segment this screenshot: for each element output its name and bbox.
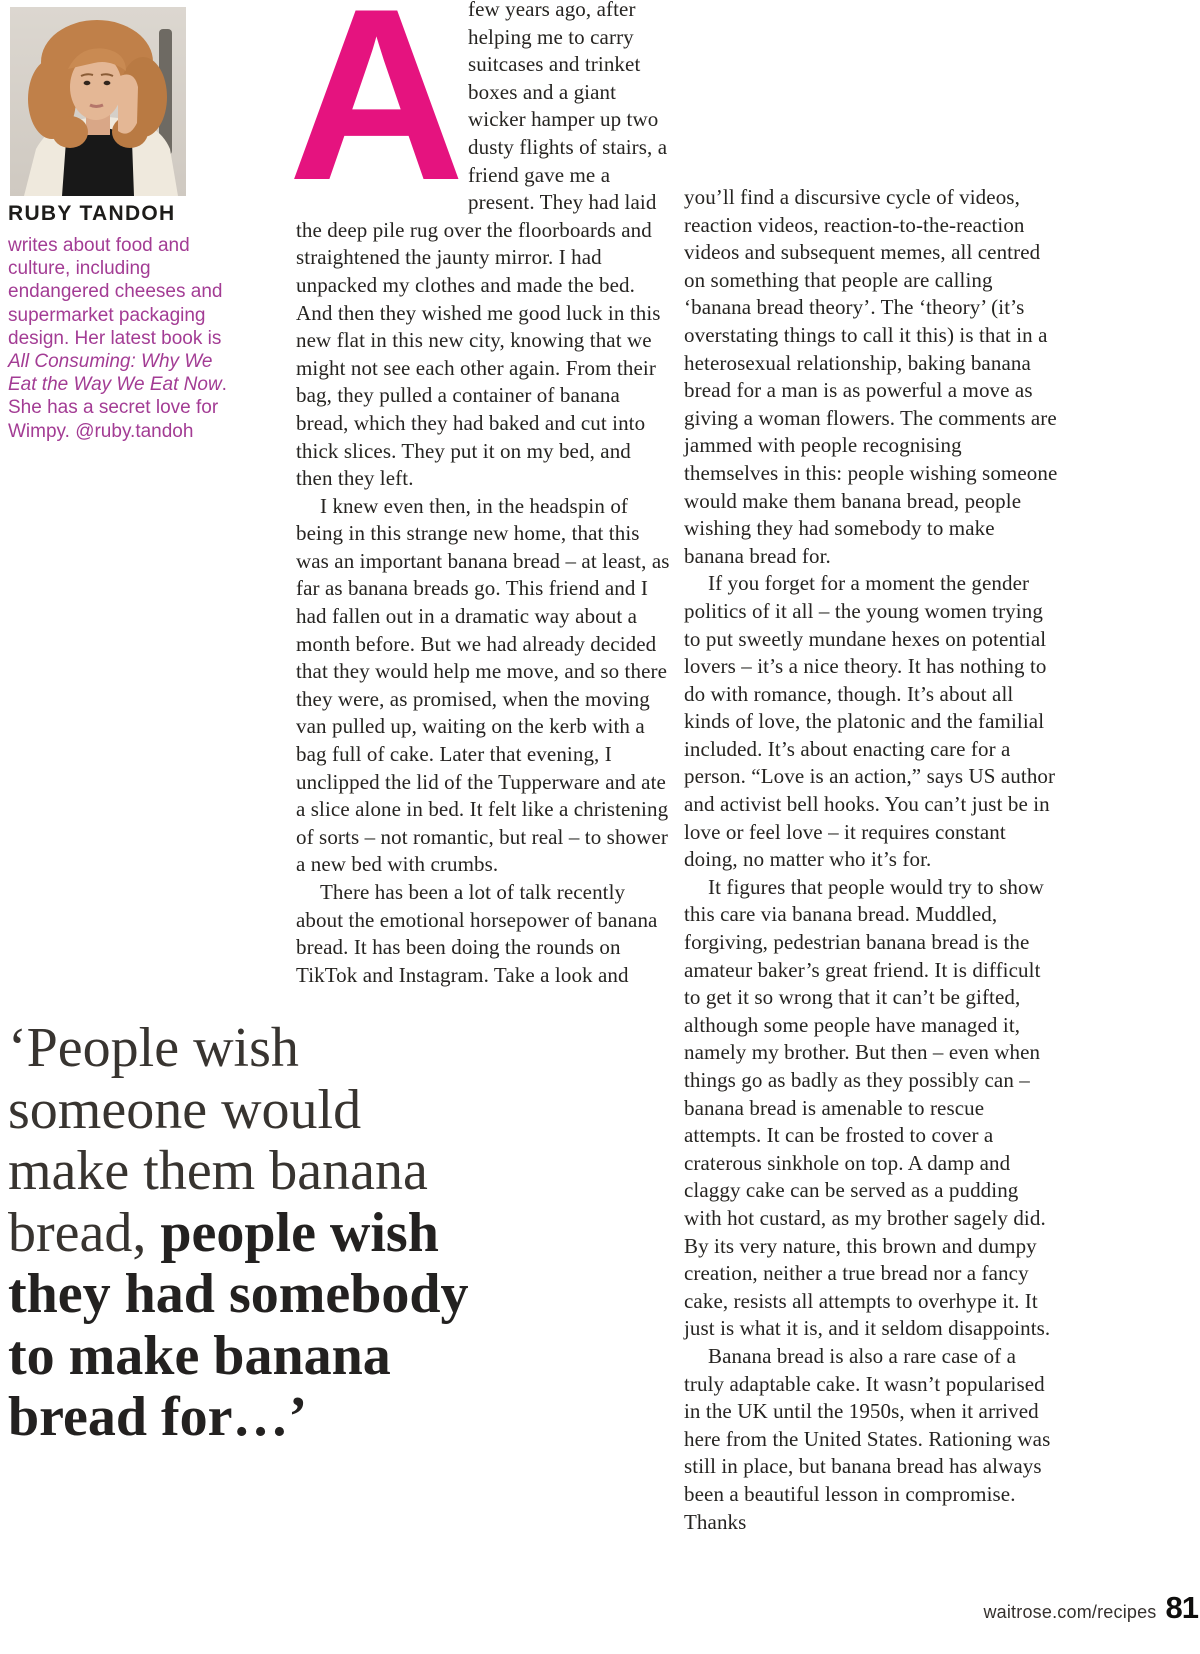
pull-quote-line: bread, people wish [8,1201,439,1264]
author-bio-text: writes about food and culture, including endangered cheeses and supermarket packaging design. Her latest book is [8,235,223,349]
pull-quote-line: they had somebody [8,1263,469,1325]
dropcap-letter: A [288,0,457,231]
pull-quote-line: bread for…’ [8,1386,308,1448]
pull-quote-line: to make banana [8,1324,391,1387]
author-book-title: All Consuming: Why We Eat the Way We Eat Now [8,351,222,396]
page-footer [983,1590,1198,1626]
author-name: RUBY TANDOH [8,202,176,225]
pull-quote-line: make them banana [8,1140,428,1202]
paragraph-6: It figures that people would try to show this care via banana bread. Muddled, forgiving, pedestrian banana bread is the amateur baker’s great friend. It is difficult to get it so wrong that it can’t be gifted, although some people have managed it, namely my brother. But then – even when things go as badly as they possibly can – banana bread is amenable to rescue attempts. It can be frosted to cover a craterous sinkhole on top. A damp and claggy cake can be served as a pudding with hot custard, as my brother sagely did. By its very nature, this brown and dumpy creation, neither a true bread nor a fancy cake, resists all attempts to overhype it. It just is what it is, and it seldom disappoints. [684,874,1051,1341]
author-photo [10,7,186,196]
author-bio [8,234,244,443]
article-column-1 [288,0,670,989]
pull-quote [8,1018,608,1449]
author-bio-text-end: . She has a secret love for Wimpy. @ruby.tandoh [8,374,227,442]
paragraph-1 [288,0,670,493]
paragraph-4: you’ll find a discursive cycle of videos, reaction videos, reaction-to-the-reaction videos and subsequent memes, all centred on something that people are calling ‘banana bread theory’. The ‘theory’ (it’s overstating things to call it this) is that in a heterosexual relationship, baking banana bread for a man is as powerful a move as giving a woman flowers. The comments are jammed with people recognising themselves in this: people wishing someone would make them banana bread, people wishing they had somebody to make banana bread for. [684,185,1058,568]
footer-site-url: waitrose.com/recipes [983,1602,1157,1622]
paragraph-1-text: few years ago, after helping me to carry suitcases and trinket boxes and a giant wicker hamper up two dusty flights of stairs, a friend gave me a present. They had laid the deep pile rug over the floorboards and straightened the jaunty mirror. I had unpacked my clothes and made the bed. And then they wished me good luck in this new flat in this new city, knowing that we might not see each other again. From their bag, they pulled a container of banana bread, which they had baked and cut into thick slices. They put it on my bed, and then they left. [296,0,668,491]
author-photo-illustration [10,7,186,196]
paragraph-7: Banana bread is also a rare case of a truly adaptable cake. It wasn’t popularised in the UK until the 1950s, when it arrived here from the United States. Rationing was still in place, but banana bread has always been a beautiful lesson in compromise. Thanks [684,1343,1051,1534]
page-number: 81 [1165,1590,1198,1625]
paragraph-2: I knew even then, in the headspin of being in this strange new home, that this was an important banana bread – at least, as far as banana breads go. This friend and I had fallen out in a dramatic way about a month before. But we had already decided that they would help me move, and so there they were, as promised, when the moving van pulled up, waiting on the kerb with a bag full of cake. Later that evening, I unclipped the lid of the Tupperware and ate a slice alone in bed. It felt like a christening of sorts – not romantic, but real – to shower a new bed with crumbs. [296,493,670,877]
pull-quote-line: ‘People wish [8,1017,299,1079]
paragraph-3: There has been a lot of talk recently about the emotional horsepower of banana bread. It has been doing the rounds on TikTok and Instagram. Take a look and [296,880,658,987]
article-column-2 [684,184,1058,1536]
author-byline [8,202,244,443]
dropcap [288,0,468,231]
paragraph-5: If you forget for a moment the gender politics of it all – the young women trying to put sweetly mundane hexes on potential lovers – it’s a nice theory. It has nothing to do with romance, though. It’s about all kinds of love, the platonic and the familial included. It’s about enacting care for a person. “Love is an action,” says US author and activist bell hooks. You can’t just be in love or feel love – it requires constant doing, no matter who it’s for. [684,571,1056,872]
pull-quote-line: someone would [8,1078,362,1141]
